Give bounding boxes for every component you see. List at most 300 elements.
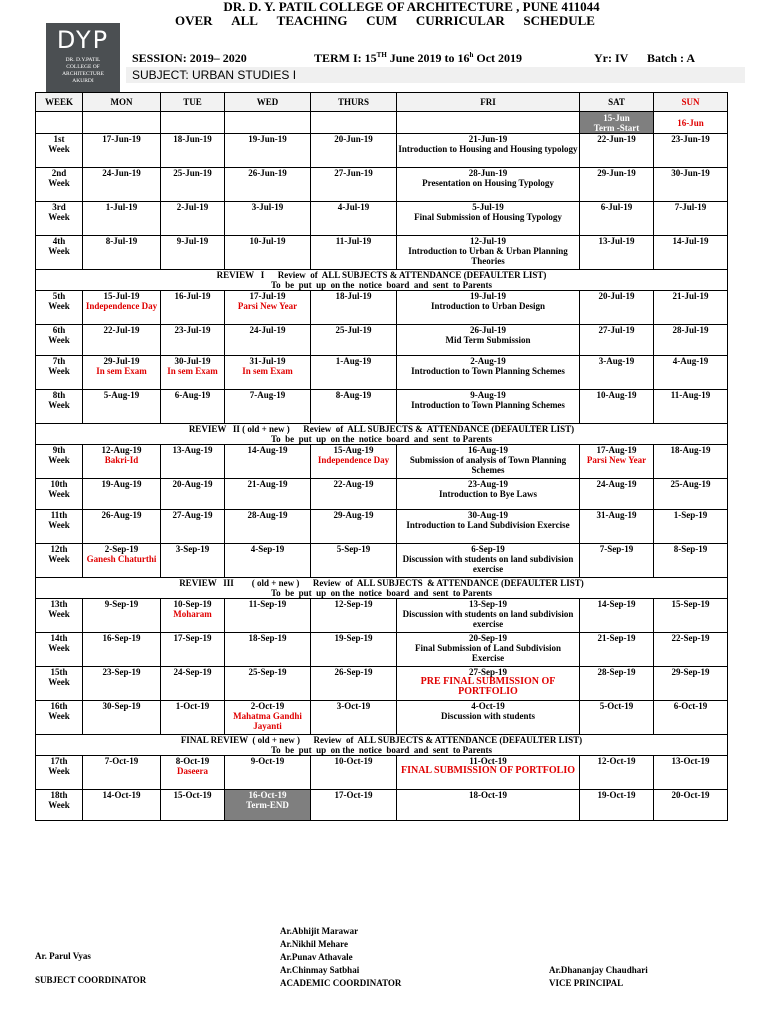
term-start-label: Term -Start — [593, 122, 640, 133]
week-label — [36, 356, 83, 390]
week-label — [36, 390, 83, 424]
thu-cell — [311, 445, 397, 479]
sat-cell — [580, 633, 654, 667]
schedule-title — [175, 14, 595, 28]
thu-cell — [311, 544, 397, 578]
week-row — [36, 325, 728, 356]
review-title: REVIEW III ( old + new ) Review of ALL SUBJECTS & ATTENDANCE (DEFAULTER LIST) — [179, 578, 584, 588]
date-value: 30-Jul-19 — [174, 356, 211, 366]
week-number: 18th — [50, 790, 68, 800]
week-number: 10th — [50, 479, 68, 489]
date-value: 18-Oct-19 — [469, 790, 507, 800]
holiday-note: In sem Exam — [242, 366, 293, 376]
holiday-note: Moharam — [173, 609, 212, 619]
date-value: 7-Jul-19 — [674, 202, 707, 212]
date-value: 7-Oct-19 — [104, 756, 139, 766]
week-row — [36, 790, 728, 821]
sat-cell — [580, 667, 654, 701]
week-label — [36, 701, 83, 735]
date-value: 16-Aug-19 — [468, 445, 508, 455]
week-row — [36, 510, 728, 544]
mon-cell — [83, 790, 161, 821]
activity-note: Introduction to Land Subdivision Exercise — [406, 520, 570, 530]
table-cell — [83, 112, 161, 134]
date-value: 1-Jul-19 — [105, 202, 138, 212]
date-value: 5-Aug-19 — [103, 390, 140, 400]
col-header: WEEK — [36, 93, 83, 112]
activity-note: Introduction to Town Planning Schemes — [411, 400, 565, 410]
review-cell — [36, 424, 728, 445]
week-number: 8th — [52, 390, 66, 400]
week-word: Week — [48, 144, 70, 154]
subject-label: SUBJECT: URBAN STUDIES I — [132, 68, 297, 82]
activity-note: Introduction to Bye Laws — [438, 489, 538, 499]
sun-cell — [654, 667, 728, 701]
date-value: 4-Aug-19 — [672, 356, 709, 366]
review-cell — [36, 270, 728, 291]
week-row — [36, 134, 728, 168]
date-value: 29-Sep-19 — [671, 667, 710, 677]
week-label — [36, 633, 83, 667]
wed-cell — [225, 544, 311, 578]
submission-note: PRE FINAL SUBMISSION OF PORTFOLIO — [420, 676, 556, 697]
thu-cell — [311, 325, 397, 356]
date-value: 12-Sep-19 — [334, 599, 373, 609]
term-start-date: 15-Jun — [603, 112, 630, 123]
date-value: 4-Sep-19 — [250, 544, 285, 554]
date-value: 3-Jul-19 — [251, 202, 284, 212]
week-row — [36, 168, 728, 202]
week-number: 9th — [52, 445, 66, 455]
sun-cell — [654, 325, 728, 356]
holiday-note: Parsi New Year — [237, 301, 298, 311]
signatory-role: ACADEMIC COORDINATOR — [280, 978, 402, 988]
sat-cell — [580, 790, 654, 821]
fri-cell — [397, 445, 580, 479]
sat-cell — [580, 701, 654, 735]
date-value: 30-Jun-19 — [671, 168, 710, 178]
week-label — [36, 756, 83, 790]
thu-cell — [311, 291, 397, 325]
thu-cell — [311, 202, 397, 236]
thu-cell — [311, 168, 397, 202]
activity-note: Introduction to Housing and Housing typology — [398, 144, 578, 154]
thu-cell — [311, 390, 397, 424]
thu-cell — [311, 599, 397, 633]
term-mid: June 2019 to 16 — [386, 51, 470, 65]
date-value: 23-Sep-19 — [102, 667, 141, 677]
date-value: 26-Jul-19 — [470, 325, 506, 335]
wed-cell — [225, 390, 311, 424]
week-number: 17th — [50, 756, 68, 766]
logo-line: ARCHITECTURE — [62, 71, 104, 77]
mon-cell — [83, 291, 161, 325]
date-value: 8-Aug-19 — [335, 390, 372, 400]
date-value: 18-Jul-19 — [335, 291, 372, 301]
date-value: 18-Aug-19 — [670, 445, 711, 455]
activity-note: Presentation on Housing Typology — [422, 178, 554, 188]
sat-cell — [580, 599, 654, 633]
sat-cell — [580, 756, 654, 790]
schedule-word: TEACHING — [276, 13, 348, 28]
schedule-body — [36, 112, 728, 821]
date-value: 3-Sep-19 — [175, 544, 210, 554]
date-value: 18-Sep-19 — [248, 633, 287, 643]
holiday-note: In sem Exam — [96, 366, 147, 376]
date-value: 26-Sep-19 — [334, 667, 373, 677]
term-sup: TH — [376, 51, 387, 59]
thu-cell — [311, 510, 397, 544]
logo-line: DR. D.Y.PATIL — [65, 57, 101, 63]
table-cell — [397, 112, 580, 134]
review-title: REVIEW II ( old + new ) Review of ALL SUBJECTS & ATTENDANCE (DEFAULTER LIST) — [188, 424, 575, 434]
wed-cell — [225, 325, 311, 356]
term-label — [314, 51, 522, 66]
date-value: 9-Jul-19 — [176, 236, 209, 246]
date-value: 24-Jul-19 — [249, 325, 286, 335]
date-value: 4-Jul-19 — [337, 202, 370, 212]
academic-coordinator-block — [280, 925, 401, 990]
week-label — [36, 790, 83, 821]
term-start-cell — [580, 112, 654, 134]
sat-cell — [580, 390, 654, 424]
sat-cell — [580, 445, 654, 479]
date-value: 28-Jul-19 — [672, 325, 709, 335]
col-header: WED — [225, 93, 311, 112]
week-number: 4th — [52, 236, 66, 246]
tue-cell — [161, 390, 225, 424]
date-value: 7-Sep-19 — [599, 544, 634, 554]
week-word: Week — [48, 212, 70, 222]
date-value: 30-Sep-19 — [102, 701, 141, 711]
thu-cell — [311, 701, 397, 735]
date-value: 19-Aug-19 — [101, 479, 142, 489]
college-title: DR. D. Y. PATIL COLLEGE OF ARCHITECTURE , PUNE 411044 — [223, 0, 600, 14]
sun-cell — [654, 291, 728, 325]
date-value: 16-Jul-19 — [174, 291, 211, 301]
activity-note: Discussion with students on land subdivision exercise — [402, 609, 574, 629]
sun-cell — [654, 356, 728, 390]
holiday-note: Ganesh Chaturthi — [86, 554, 157, 564]
header-row — [36, 93, 728, 112]
table-cell — [36, 112, 83, 134]
sun-cell — [654, 790, 728, 821]
date-value: 5-Oct-19 — [599, 701, 634, 711]
holiday-note: In sem Exam — [167, 366, 218, 376]
mon-cell — [83, 510, 161, 544]
week-label — [36, 134, 83, 168]
sun-cell — [654, 236, 728, 270]
date-value: 22-Aug-19 — [333, 479, 374, 489]
week-word: Week — [48, 711, 70, 721]
date-value: 5-Jul-19 — [472, 202, 504, 212]
schedule-word: ALL — [231, 13, 258, 28]
sat-cell — [580, 544, 654, 578]
week-row — [36, 479, 728, 510]
activity-note: Final Submission of Land Subdivision Exercise — [414, 643, 562, 663]
mon-cell — [83, 544, 161, 578]
fri-cell — [397, 134, 580, 168]
date-value: 1-Aug-19 — [335, 356, 372, 366]
date-value: 1-Sep-19 — [673, 510, 708, 520]
fri-cell — [397, 544, 580, 578]
sun-cell — [654, 202, 728, 236]
date-value: 13-Jul-19 — [598, 236, 635, 246]
date-value: 19-Jul-19 — [470, 291, 506, 301]
date-value: 8-Oct-19 — [175, 756, 210, 766]
mon-cell — [83, 325, 161, 356]
fri-cell — [397, 236, 580, 270]
wed-cell — [225, 667, 311, 701]
date-value: 14-Jul-19 — [672, 236, 709, 246]
term-prefix: TERM I: 15 — [314, 51, 377, 65]
date-value: 10-Sep-19 — [173, 599, 212, 609]
tue-cell — [161, 236, 225, 270]
sun-cell — [654, 510, 728, 544]
date-value: 27-Aug-19 — [172, 510, 213, 520]
date-value: 21-Jun-19 — [468, 134, 508, 144]
fri-cell — [397, 202, 580, 236]
date-value: 5-Sep-19 — [336, 544, 371, 554]
fri-cell — [397, 756, 580, 790]
wed-cell — [225, 633, 311, 667]
date-value: 16-Oct-19 — [248, 790, 287, 800]
holiday-note: Bakri-Id — [104, 455, 139, 465]
signatory-name: Ar.Nikhil Mehare — [280, 939, 349, 949]
date-value: 26-Aug-19 — [101, 510, 142, 520]
week-word: Week — [48, 800, 70, 810]
signatory-role: VICE PRINCIPAL — [549, 978, 624, 988]
date-value: 27-Jul-19 — [598, 325, 635, 335]
week-number: 11th — [50, 510, 68, 520]
week-number: 7th — [52, 356, 66, 366]
col-header: MON — [83, 93, 161, 112]
date-value: 23-Aug-19 — [468, 479, 508, 489]
mon-cell — [83, 168, 161, 202]
table-cell — [311, 112, 397, 134]
week-row — [36, 544, 728, 578]
fri-cell — [397, 633, 580, 667]
week-row — [36, 291, 728, 325]
activity-note: Introduction to Urban & Urban Planning Theories — [408, 246, 568, 266]
date-value: 29-Jul-19 — [103, 356, 140, 366]
sun-cell — [654, 544, 728, 578]
review-row — [36, 735, 728, 756]
mon-cell — [83, 756, 161, 790]
date-value: 25-Sep-19 — [248, 667, 287, 677]
week-number: 5th — [52, 291, 66, 301]
week-row — [36, 236, 728, 270]
fri-cell — [397, 667, 580, 701]
wed-cell — [225, 202, 311, 236]
week-row — [36, 667, 728, 701]
fri-cell — [397, 510, 580, 544]
tue-cell — [161, 633, 225, 667]
date-value: 23-Jun-19 — [671, 134, 710, 144]
week-label — [36, 168, 83, 202]
tue-cell — [161, 544, 225, 578]
mon-cell — [83, 356, 161, 390]
tue-cell — [161, 325, 225, 356]
week-word: Week — [48, 489, 70, 499]
term-end-label: Term-END — [246, 800, 289, 810]
sat-cell — [580, 325, 654, 356]
activity-note: Final Submission of Housing Typology — [414, 212, 562, 222]
week-word: Week — [48, 643, 70, 653]
date-value: 10-Oct-19 — [334, 756, 373, 766]
col-header: THURS — [311, 93, 397, 112]
date-value: 10-Aug-19 — [596, 390, 637, 400]
sun-cell — [654, 599, 728, 633]
review-cell — [36, 735, 728, 756]
review-row — [36, 424, 728, 445]
mon-cell — [83, 701, 161, 735]
date-value: 6-Sep-19 — [471, 544, 505, 554]
date-value: 11-Oct-19 — [469, 756, 507, 766]
sat-cell — [580, 134, 654, 168]
activity-note: Introduction to Town Planning Schemes — [411, 366, 565, 376]
fri-cell — [397, 599, 580, 633]
mon-cell — [83, 667, 161, 701]
week-number: 1st — [53, 134, 65, 144]
week-word: Week — [48, 246, 70, 256]
date-value: 2-Jul-19 — [176, 202, 209, 212]
mon-cell — [83, 445, 161, 479]
wed-cell — [225, 134, 311, 168]
date-value: 15-Aug-19 — [333, 445, 374, 455]
date-value: 15-Sep-19 — [671, 599, 710, 609]
signatory-name: Ar.Dhananjay Chaudhari — [549, 965, 648, 975]
sat-cell — [580, 202, 654, 236]
sat-cell — [580, 236, 654, 270]
date-value: 6-Aug-19 — [174, 390, 211, 400]
date-value: 25-Jun-19 — [173, 168, 212, 178]
tue-cell — [161, 667, 225, 701]
date-value: 23-Jul-19 — [174, 325, 211, 335]
tue-cell — [161, 356, 225, 390]
submission-note: FINAL SUBMISSION OF PORTFOLIO — [400, 765, 576, 776]
col-header: FRI — [397, 93, 580, 112]
date-value: 27-Jun-19 — [334, 168, 373, 178]
wed-cell — [225, 510, 311, 544]
sun-cell — [654, 134, 728, 168]
wed-cell — [225, 291, 311, 325]
thu-cell — [311, 756, 397, 790]
date-value: 8-Jul-19 — [105, 236, 138, 246]
tue-cell — [161, 599, 225, 633]
mon-cell — [83, 479, 161, 510]
date-value: 4-Oct-19 — [471, 701, 505, 711]
week-label — [36, 599, 83, 633]
date-value: 13-Sep-19 — [469, 599, 507, 609]
date-value: 20-Jul-19 — [598, 291, 635, 301]
date-value: 8-Sep-19 — [673, 544, 708, 554]
week-number: 2nd — [51, 168, 67, 178]
date-value: 22-Sep-19 — [671, 633, 710, 643]
tue-cell — [161, 445, 225, 479]
activity-note: Mid Term Submission — [445, 335, 531, 345]
tue-cell — [161, 291, 225, 325]
fri-cell — [397, 479, 580, 510]
week-label — [36, 291, 83, 325]
thu-cell — [311, 667, 397, 701]
date-value: 19-Jun-19 — [248, 134, 287, 144]
date-value: 10-Jul-19 — [249, 236, 286, 246]
date-value: 7-Aug-19 — [249, 390, 286, 400]
week-label — [36, 510, 83, 544]
tue-cell — [161, 790, 225, 821]
mon-cell — [83, 633, 161, 667]
col-header: SAT — [580, 93, 654, 112]
date-value: 18-Jun-19 — [173, 134, 212, 144]
thu-cell — [311, 236, 397, 270]
date-value: 2-Oct-19 — [250, 701, 285, 711]
week-word: Week — [48, 766, 70, 776]
week-word: Week — [48, 554, 70, 564]
wed-cell — [225, 599, 311, 633]
date-value: 25-Jul-19 — [335, 325, 372, 335]
date-value: 14-Oct-19 — [102, 790, 141, 800]
holiday-note: Mahatma Gandhi Jayanti — [233, 711, 302, 731]
date-value: 27-Sep-19 — [469, 667, 507, 677]
tue-cell — [161, 701, 225, 735]
sat-cell — [580, 168, 654, 202]
date-value: 17-Sep-19 — [173, 633, 212, 643]
signatory-role: SUBJECT COORDINATOR — [35, 975, 147, 985]
date-value: 29-Jun-19 — [597, 168, 636, 178]
table-cell — [161, 112, 225, 134]
week-word: Week — [48, 455, 70, 465]
date-value: 24-Sep-19 — [173, 667, 212, 677]
week-row — [36, 356, 728, 390]
week-row — [36, 756, 728, 790]
week-number: 15th — [50, 667, 68, 677]
holiday-note: Independence Day — [317, 455, 390, 465]
tue-cell — [161, 134, 225, 168]
week-word: Week — [48, 178, 70, 188]
date-value: 21-Jul-19 — [672, 291, 709, 301]
date-value: 6-Jul-19 — [600, 202, 633, 212]
vice-principal-block — [549, 964, 648, 990]
holiday-note: Independence Day — [85, 301, 158, 311]
schedule-word: CURRICULAR — [415, 13, 505, 28]
signatory-name: Ar.Chinmay Satbhai — [280, 965, 360, 975]
college-logo — [46, 23, 120, 95]
mon-cell — [83, 236, 161, 270]
signatory-name: Ar. Parul Vyas — [35, 951, 91, 961]
date-value: 31-Jul-19 — [249, 356, 286, 366]
week-word: Week — [48, 301, 70, 311]
date-value: 20-Sep-19 — [469, 633, 507, 643]
mon-cell — [83, 599, 161, 633]
date-value: 12-Jul-19 — [470, 236, 506, 246]
week-row — [36, 390, 728, 424]
date-value: 17-Jul-19 — [249, 291, 286, 301]
week-number: 13th — [50, 599, 68, 609]
col-header: TUE — [161, 93, 225, 112]
thu-cell — [311, 356, 397, 390]
fri-cell — [397, 168, 580, 202]
date-value: 16-Sep-19 — [102, 633, 141, 643]
date-value: 24-Aug-19 — [596, 479, 637, 489]
sun-cell — [654, 701, 728, 735]
logo-text: DYP — [56, 26, 110, 54]
week-row — [36, 202, 728, 236]
logo-line: AKURDI — [72, 78, 94, 84]
date-value: 24-Jun-19 — [102, 168, 141, 178]
thu-cell — [311, 633, 397, 667]
date-value: 19-Sep-19 — [334, 633, 373, 643]
